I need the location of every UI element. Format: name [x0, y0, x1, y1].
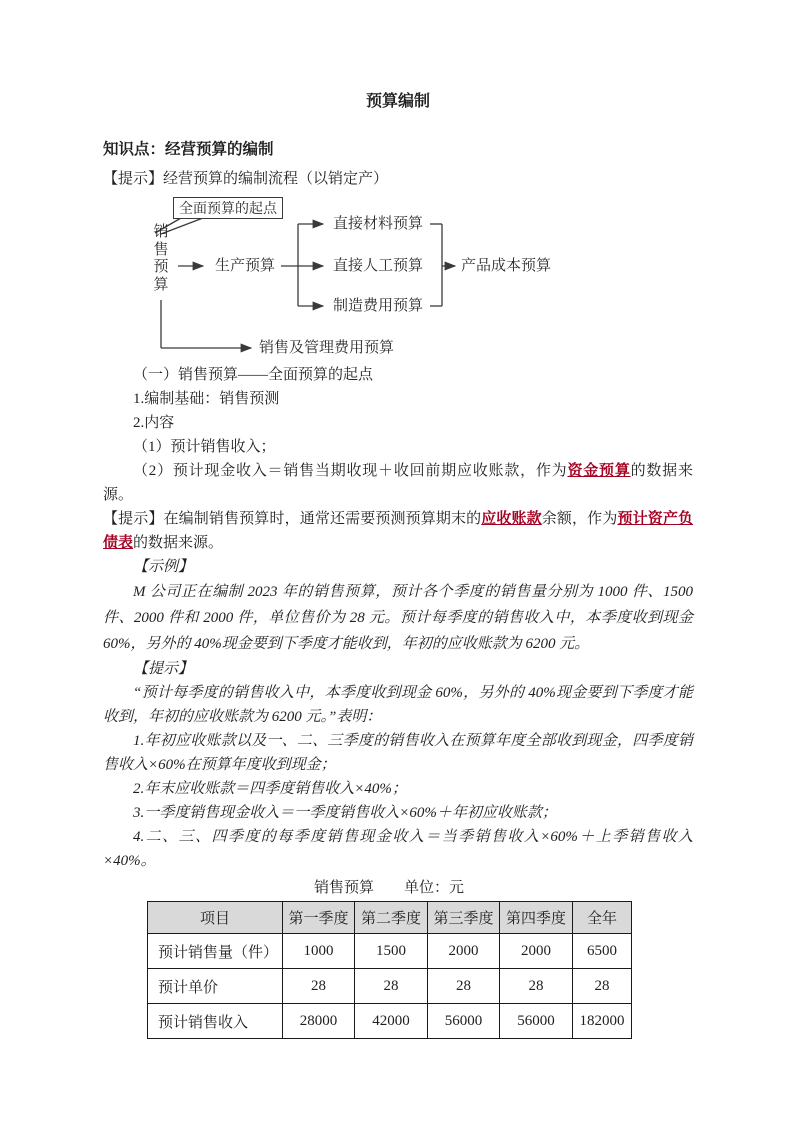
section-heading: （一）销售预算——全面预算的起点 — [133, 367, 374, 383]
table-cell: 预计单价 — [148, 969, 283, 1004]
budget-flowchart — [103, 196, 693, 359]
tip-label: 【提示】 — [103, 511, 164, 527]
table-row-sales-revenue — [148, 1004, 632, 1039]
unit-label: 单位：元 — [404, 880, 465, 896]
red-term-accounts-receivable: 应收账款 — [481, 511, 542, 527]
table-cell: 56000 — [428, 1004, 500, 1039]
section-tip-tail: 的数据来源。 — [133, 535, 224, 551]
node-selling-admin-expense-budget: 销售及管理费用预算 — [259, 339, 395, 356]
example-label: 【示例】 — [133, 559, 194, 575]
table-cell: 1000 — [283, 934, 355, 969]
sub-item-2-text: （2）预计现金收入＝销售当期收现＋收回前期应收账款，作为 — [133, 463, 568, 479]
column-header-year: 全年 — [573, 902, 632, 934]
column-header-q1: 第一季度 — [283, 902, 355, 934]
table-cell: 28 — [573, 969, 632, 1004]
section-tip-text: 在编制销售预算时，通常还需要预测预算期末的 — [163, 511, 482, 527]
page-title: 预算编制 — [365, 93, 430, 110]
table-cell: 28000 — [283, 1004, 355, 1039]
column-header-q2: 第二季度 — [355, 902, 428, 934]
table-row-unit-price — [148, 969, 632, 1004]
tip-quote: “预计每季度的销售收入中，本季度收到现金 60%，另外的 40%现金要到下季度才能收到，年初的应收账款为 6200 元。”表明： — [103, 685, 693, 725]
tip-label: 【提示】 — [133, 661, 194, 677]
table-cell: 预计销售量（件） — [148, 934, 283, 969]
table-cell: 6500 — [573, 934, 632, 969]
red-term-cash-budget: 资金预算 — [567, 463, 631, 479]
callout-starting-point: 全面预算的起点 — [173, 197, 283, 219]
red-term-budgeted-balance-sheet: 预计资产负债表 — [103, 511, 693, 551]
example-tip-block — [103, 657, 693, 873]
section-tip-mid: 余额，作为 — [541, 511, 618, 527]
table-header-row — [148, 902, 632, 934]
basis-item: 1.编制基础：销售预测 — [133, 391, 280, 407]
table-cell: 28 — [283, 969, 355, 1004]
table-caption — [147, 879, 631, 897]
document-content — [103, 0, 693, 1039]
sales-budget-table-area — [147, 879, 631, 1039]
knowledge-point-heading: 知识点：经营预算的编制 — [103, 141, 274, 158]
tip-label: 【提示】 — [103, 171, 164, 187]
section-tip — [103, 507, 693, 555]
sales-budget-table — [147, 901, 632, 1039]
table-cell: 2000 — [428, 934, 500, 969]
table-cell: 预计销售收入 — [148, 1004, 283, 1039]
tip-point-2: 2.年末应收账款＝四季度销售收入×40%； — [133, 781, 407, 797]
flow-tip-line — [103, 171, 693, 188]
table-cell: 28 — [500, 969, 573, 1004]
table-row-sales-volume — [148, 934, 632, 969]
tip-point-4: 4.二、三、四季度的每季度销售现金收入＝当季销售收入×60%＋上季销售收入×40%。 — [103, 829, 693, 869]
content-item: 2.内容 — [133, 415, 175, 431]
node-sales-budget: 销售预算 — [153, 223, 169, 293]
table-cell: 28 — [428, 969, 500, 1004]
example-paragraph: M 公司正在编制 2023 年的销售预算，预计各个季度的销售量分别为 1000 件、1500 件、2000 件和 2000 件，单位售价为 28 元。预计每季度的销售收入中，本季度收到现金 60%，另外的 40%现金要到下季度才能收到，年初的应收账款为 6200 元。 — [103, 584, 693, 652]
table-cell: 28 — [355, 969, 428, 1004]
tip-point-3: 3.一季度销售现金收入＝一季度销售收入×60%＋年初应收账款； — [133, 805, 557, 821]
column-header-q4: 第四季度 — [500, 902, 573, 934]
node-direct-labor-budget: 直接人工预算 — [333, 257, 424, 274]
node-direct-materials-budget: 直接材料预算 — [333, 215, 424, 232]
sales-budget-section — [103, 363, 693, 579]
tip-text: 经营预算的编制流程（以销定产） — [163, 171, 389, 187]
tip-point-1: 1.年初应收账款以及一、二、三季度的销售收入在预算年度全部收到现金，四季度销售收入×60%在预算年度收到现金； — [103, 733, 693, 773]
sub-item-2 — [103, 459, 693, 507]
example-block — [103, 579, 693, 657]
table-cell: 2000 — [500, 934, 573, 969]
node-production-budget: 生产预算 — [215, 257, 276, 274]
table-cell: 56000 — [500, 1004, 573, 1039]
table-title: 销售预算 — [313, 880, 374, 896]
node-product-cost-budget: 产品成本预算 — [461, 257, 552, 274]
column-header-q3: 第三季度 — [428, 902, 500, 934]
column-header-item: 项目 — [148, 902, 283, 934]
table-cell: 182000 — [573, 1004, 632, 1039]
table-cell: 1500 — [355, 934, 428, 969]
node-manufacturing-overhead-budget: 制造费用预算 — [333, 297, 424, 314]
sub-item-2-tail: 的数据来源。 — [103, 463, 693, 503]
sub-item-1: （1）预计销售收入； — [133, 439, 276, 455]
table-cell: 42000 — [355, 1004, 428, 1039]
